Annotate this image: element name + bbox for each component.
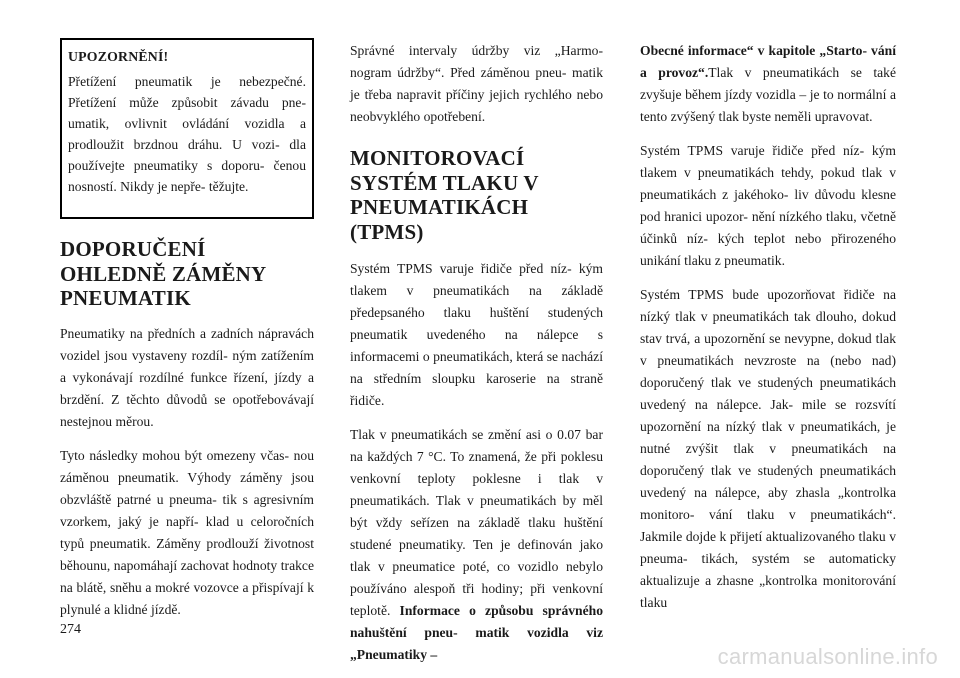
column-right: [640, 40, 896, 626]
tpms-paragraph-3-text: Tlak v pneumatikách se také zvyšuje během jízdy vozidla – je to normální a tento zvýšený tlak byste neměli upravovat.: [640, 65, 896, 124]
tpms-paragraph-4: Systém TPMS varuje řidiče před níz- kým tlakem v pneumatikách tehdy, pokud tlak v pneumatikách z jakéhoko- liv důvodu klesne pod hranici upozor- nění nízkého tlaku, včetně účinků níz- kých teplot nebo přirozeného unikání tlaku z pneumatik.: [640, 143, 896, 268]
warning-title: UPOZORNĚNÍ!: [68, 49, 169, 64]
tire-rotation-heading: DOPORUČENÍ OHLEDNĚ ZÁMĚNY PNEUMATIK: [60, 237, 266, 310]
tpms-heading: MONITOROVACÍ SYSTÉM TLAKU V PNEUMATIKÁCH (TPMS): [350, 146, 539, 244]
tpms-paragraph-3: [640, 40, 896, 128]
column-left: [60, 38, 314, 633]
watermark: carmanualsonline.info: [717, 644, 938, 669]
maintenance-intro-paragraph: Správné intervaly údržby viz „Harmo- nogram údržby“. Před záměnou pneu- matik je třeba napravit příčiny jejich rychlého nebo neobvyklého opotřebení.: [350, 43, 603, 124]
warning-box: [60, 38, 314, 219]
tpms-paragraph-2-reference: Informace o způsobu správného nahuštění pneu- matik vozidla viz „Pneumatiky –: [350, 603, 603, 662]
column-middle: [350, 40, 603, 678]
warning-text: Přetížení pneumatik je nebezpečné. Přetížení může způsobit závadu pne- umatik, ovlivnit ovládání vozidla a prodloužit brzdnou dráhu. U vozi- dla používejte pneumatiky s doporu- čenou nosností. Nikdy je nepře- těžujte.: [68, 74, 306, 194]
tpms-paragraph-3-reference: Obecné informace“ v kapitole „Starto- vání a provoz“.: [640, 43, 896, 80]
tpms-paragraph-2-text: Tlak v pneumatikách se změní asi o 0.07 bar na každých 7 °C. To znamená, že při poklesu venkovní teploty poklesne i tlak v pneumatikách. Tlak v pneumatikách by měl být vždy seřízen na základě tlaku huštění studené pneumatiky. Ten je definován jako tlak v pneumatice poté, co vozidlo nebylo používáno alespoň tři hodiny; při venkovní teplotě.: [350, 427, 603, 618]
tire-rotation-paragraph-2: Tyto následky mohou být omezeny včas- nou záměnou pneumatik. Výhody záměny jsou obzvláště patrné u pneuma- tik s agresivním vzorkem, jaký je napří- klad u celoročních typů pneumatik. Záměny prodlouží životnost běhounu, napomáhají zachovat hodnoty trakce na blátě, sněhu a mokré vozovce a přispívají k plynulé a klidné jízdě.: [60, 447, 314, 617]
page-number: 274: [60, 622, 81, 637]
tpms-paragraph-1: Systém TPMS varuje řidiče před níz- kým tlakem v pneumatikách na základě předepsaného tlaku huštění studených pneumatik uvedeného na nálepce s informacemi o pneumatikách, která se nachází na středním sloupku karoserie na straně řidiče.: [350, 261, 603, 408]
tire-rotation-paragraph-1: Pneumatiky na předních a zadních nápravách vozidel jsou vystaveny rozdíl- ným zatížením a vykonávají rozdílné funkce řízení, jízdy a brzdění. Z těchto důvodů se opotřebovávají nestejnou měrou.: [60, 325, 314, 429]
tpms-paragraph-2: [350, 424, 603, 666]
tpms-paragraph-5: Systém TPMS bude upozorňovat řidiče na nízký tlak v pneumatikách tak dlouho, dokud stav trvá, a upozornění se nevypne, dokud tlak v pneumatikách nevzroste na (nebo nad) doporučený tlak ve studených pneumatikách uvedený na nálepce. Jak- mile se rozsvítí upozornění na nízký tlak v pneumatikách, je nutné zvýšit tlak v pneumatikách na doporučený tlak ve studených pneumatikách uvedený na nálepce, aby zhasla „kontrolka monitoro- vání tlaku v pneumatikách“. Jakmile dojde k přijetí aktualizovaného tlaku v pneuma- tikách, systém se automaticky aktualizuje a zhasne „kontrolka monitorování tlaku: [640, 287, 896, 610]
